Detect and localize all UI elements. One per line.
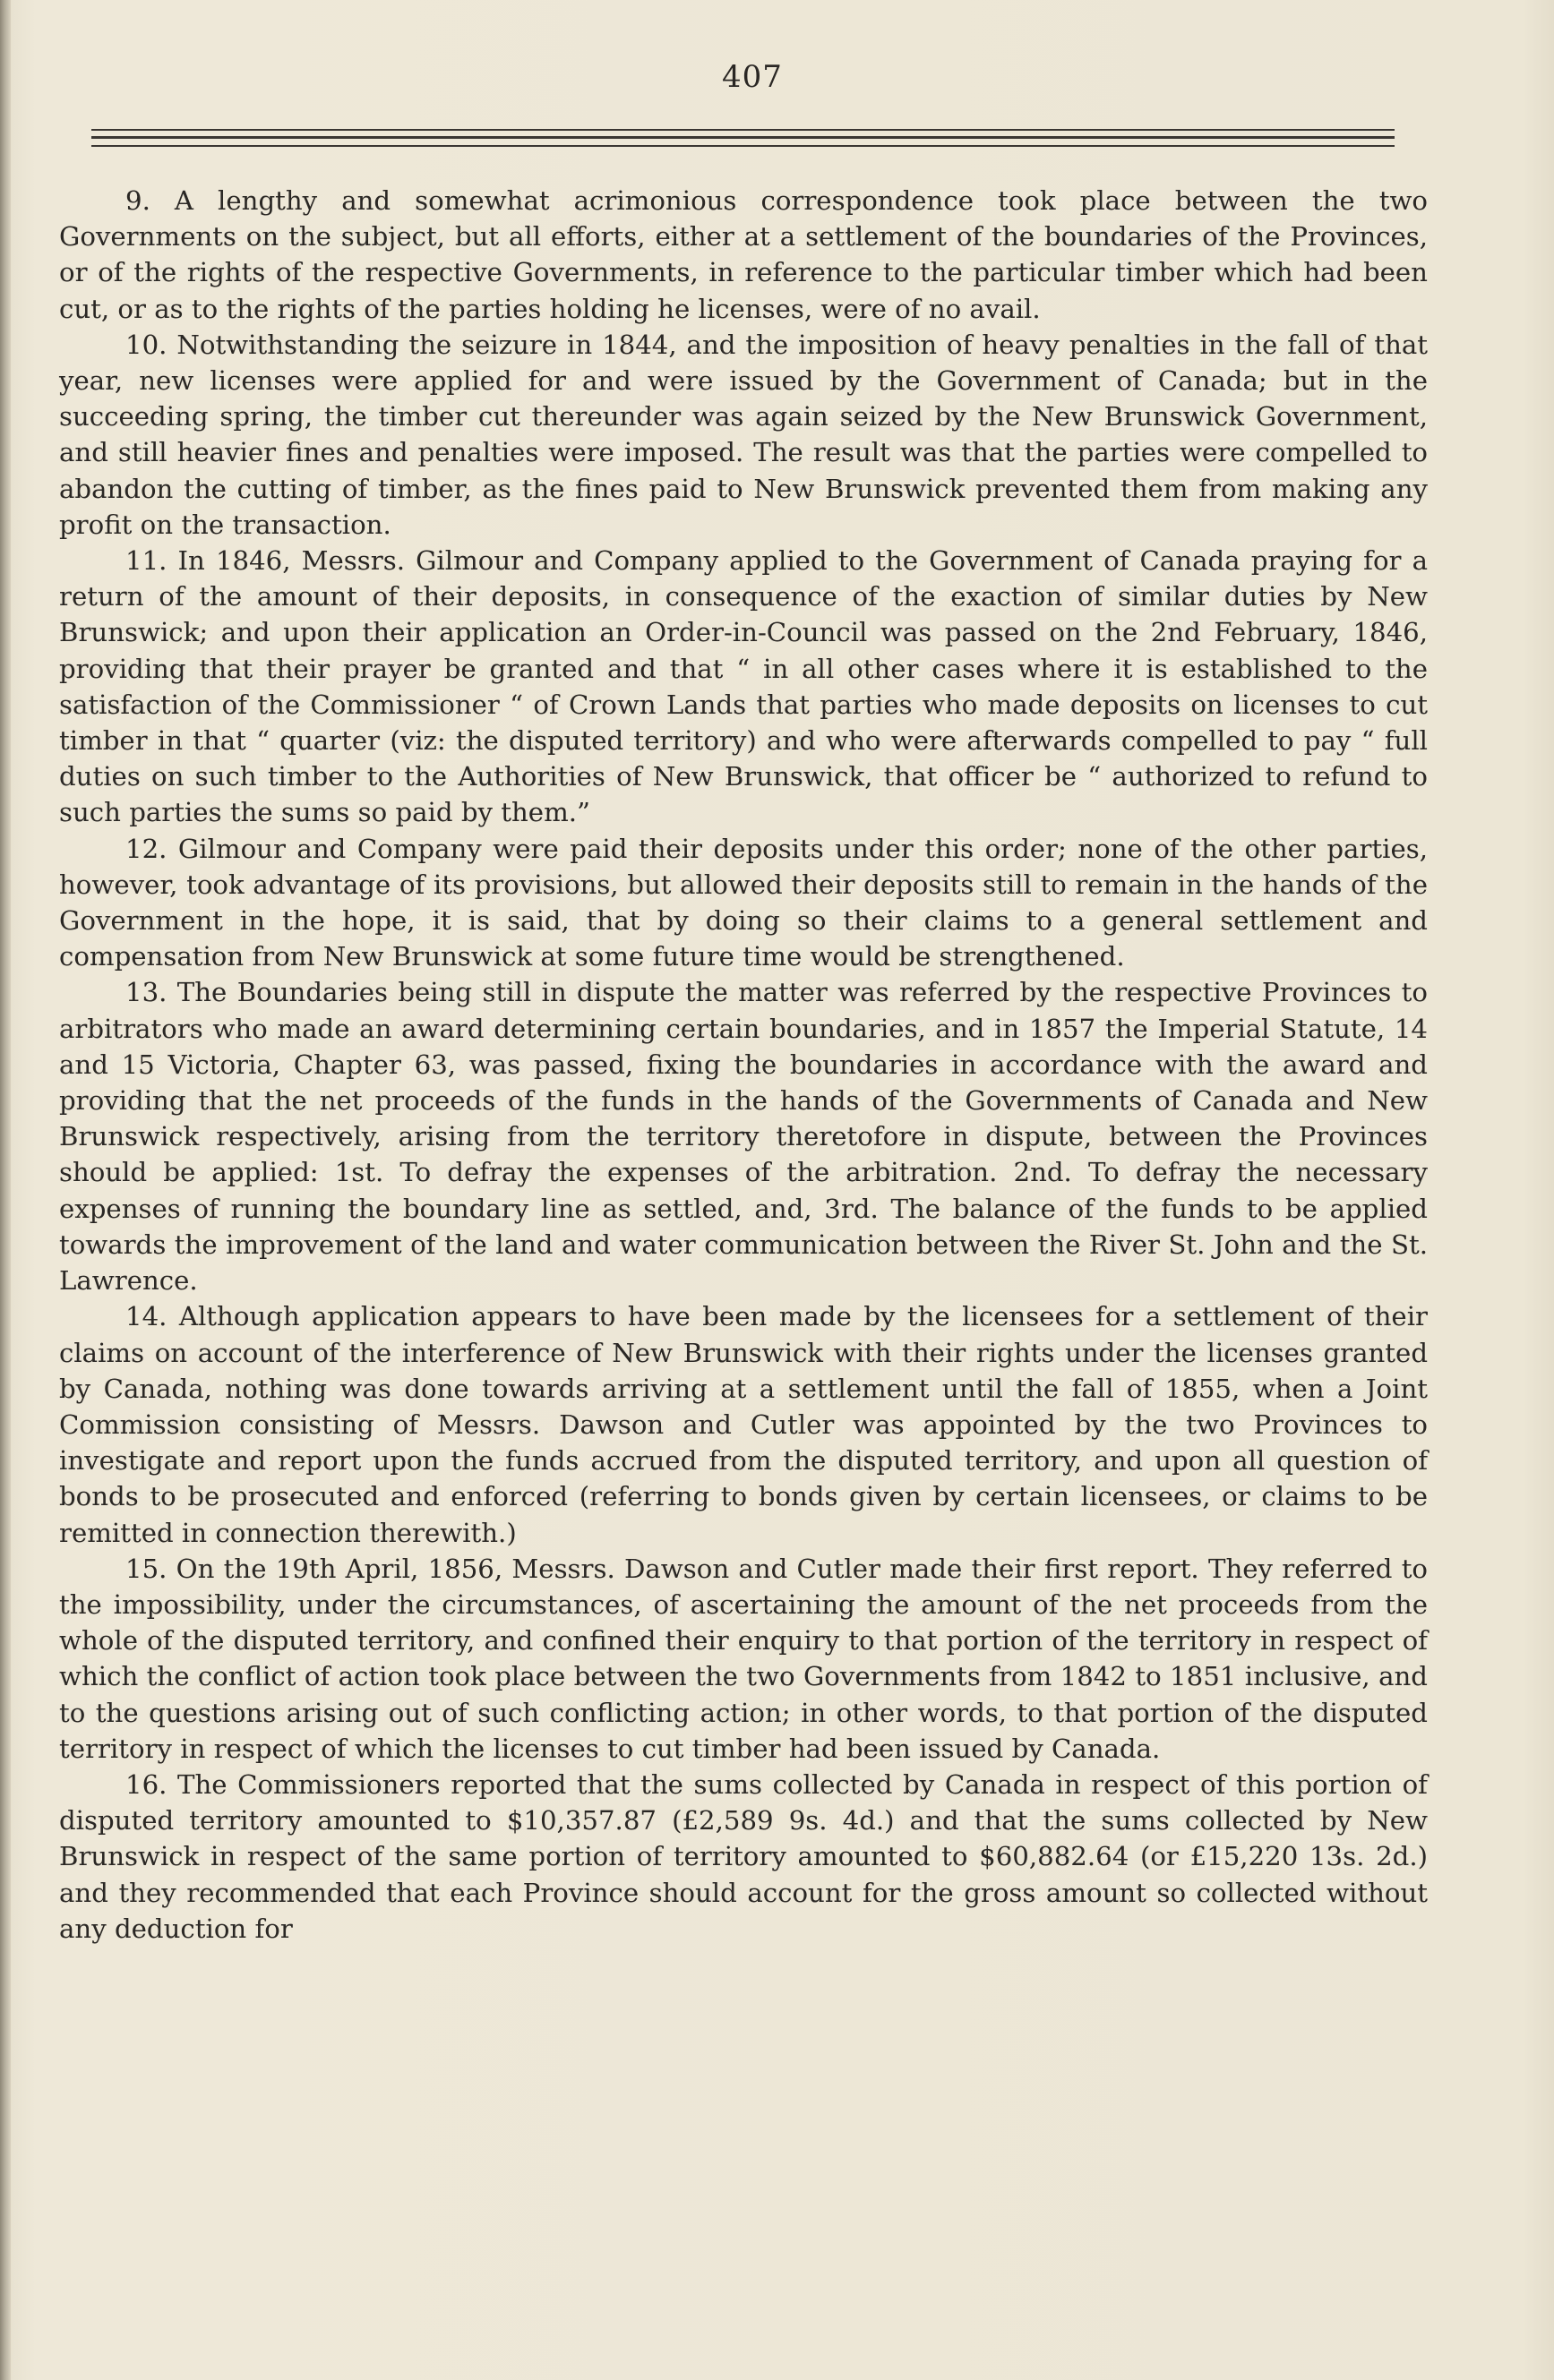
page-binding-edge bbox=[0, 0, 11, 2380]
paragraph-15: 15. On the 19th April, 1856, Messrs. Dawson and Cutler made their first report. They referred to the impossibility, under the circumstances, of ascertaining the amount of the net proceeds from the whole of the disputed territory, and confined their enquiry to that portion of the territory in respect of which the conflict of action took place between the two Governments from 1842 to 1851 inclusive, and to the questions arising out of such conflicting action; in other words, to that portion of the disputed territory in respect of which the licenses to cut timber had been issued by Canada. bbox=[59, 1553, 1428, 1764]
paragraph-11: 11. In 1846, Messrs. Gilmour and Company applied to the Government of Canada praying for a return of the amount of their deposits, in consequence of the exaction of similar duties by New Brunswick; and upon their application an Order-in-Council was passed on the 2nd February, 1846, providing that their prayer be granted and that “ in all other cases where it is established to the satisfaction of the Commissioner “ of Crown Lands that parties who made deposits on licenses to cut timber in that “ quarter (viz: the disputed territory) and who were afterwards compelled to pay “ full duties on such timber to the Authorities of New Brunswick, that officer be “ authorized to refund to such parties the sums so paid by them.” bbox=[59, 545, 1428, 828]
paragraph-12: 12. Gilmour and Company were paid their deposits under this order; none of the other parties, however, took advantage of its provisions, but allowed their deposits still to remain in the hands of the Government in the hope, it is said, that by doing so their claims to a general settlement and compensation from New Brunswick at some future time would be strengthened. bbox=[59, 833, 1428, 972]
paragraph-14: 14. Although application appears to have been made by the licensees for a settlement of their claims on account of the interference of New Brunswick with their rights under the licenses granted by Canada, nothing was done towards arriving at a settlement until the fall of 1855, when a Joint Commission consisting of Messrs. Dawson and Cutler was appointed by the two Provinces to investigate and report upon the funds accrued from the disputed territory, and upon all question of bonds to be prosecuted and enforced (referring to bonds given by certain licensees, or claims to be remitted in connection therewith.) bbox=[59, 1301, 1428, 1548]
header-rule-top bbox=[91, 129, 1395, 131]
paragraph-16: 16. The Commissioners reported that the sums collected by Canada in respect of this portion of disputed territory amounted to $10,357.87 (£2,589 9s. 4d.) and that the sums collected by New Brunswick in respect of the same portion of territory amounted to $60,882.64 (or £15,220 13s. 2d.) and they recommended that each Province should account for the gross amount so collected without any deduction for bbox=[59, 1768, 1428, 1944]
paragraph-9: 9. A lengthy and somewhat acrimonious correspondence took place between the two Governments on the subject, but all efforts, either at a settlement of the boundaries of the Provinces, or of the rights of the respective Governments, in reference to the particular timber which had been cut, or as to the rights of the parties holding he licenses, were of no avail. bbox=[59, 185, 1428, 324]
header-rule-middle bbox=[91, 136, 1395, 139]
page-number: 407 bbox=[722, 59, 783, 95]
header-rule-bottom bbox=[91, 145, 1395, 147]
paragraph-10: 10. Notwithstanding the seizure in 1844, and the imposition of heavy penalties in the fall of that year, new licenses were applied for and were issued by the Government of Canada; but in the succeeding spring, the timber cut thereunder was again seized by the New Brunswick Government, and still heavier fines and penalties were imposed. The result was that the parties were compelled to abandon the cutting of timber, as the fines paid to New Brunswick prevented them from making any profit on the transaction. bbox=[59, 329, 1428, 540]
paragraph-13: 13. The Boundaries being still in dispute the matter was referred by the respective Provinces to arbitrators who made an award determining certain boundaries, and in 1857 the Imperial Statute, 14 and 15 Victoria, Chapter 63, was passed, fixing the boundaries in accordance with the award and providing that the net proceeds of the funds in the hands of the Governments of Canada and New Brunswick respectively, arising from the territory theretofore in dispute, between the Provinces should be applied: 1st. To defray the expenses of the arbitration. 2nd. To defray the necessary expenses of running the boundary line as settled, and, 3rd. The balance of the funds to be applied towards the improvement of the land and water communication between the River St. John and the St. Lawrence. bbox=[59, 977, 1428, 1297]
body-text bbox=[59, 183, 1428, 1947]
